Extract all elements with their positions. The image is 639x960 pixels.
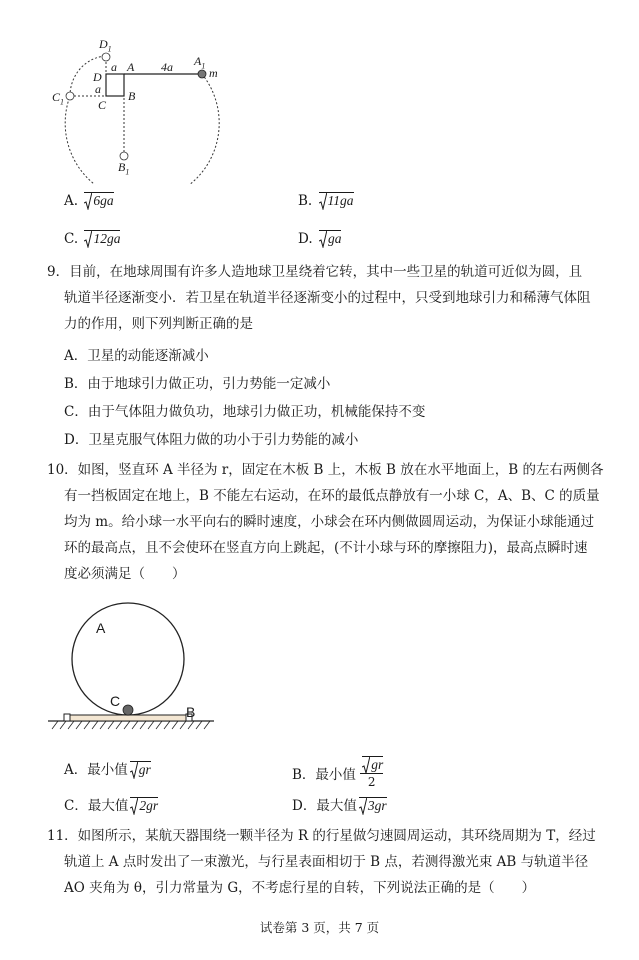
q10-line-1: 10．如图，竖直环 A 半径为 r，固定在木板 B 上，木板 B 放在水平地面上，B 的左右两侧各	[47, 462, 604, 478]
q10-line-4: 环的最高点，且不会使环在竖直方向上跳起，(不计小球与环的摩擦阻力)，最高点瞬时速	[64, 540, 588, 556]
q11-line-1: 11．如图所示，某航天器围绕一颗半径为 R 的行星做匀速圆周运动，其环绕周期为 T，经过	[47, 828, 596, 844]
sqrt-11ga: 11ga	[319, 192, 354, 209]
q9-option-a: A．卫星的动能逐渐减小	[64, 348, 209, 364]
q10-line-2: 有一挡板固定在地上，B 不能左右运动，在环的最低点静放有一小球 C，A、B、C 的质量	[64, 488, 600, 504]
sqrt-2gr: 2gr	[130, 797, 158, 814]
q9-line-1: 9．目前，在地球周围有许多人造地球卫星绕着它转，其中一些卫星的轨道可近似为圆，且	[47, 264, 583, 280]
fraction-denominator: 2	[360, 773, 383, 790]
sqrt-gr-over-2: gr	[362, 756, 383, 773]
sqrt-gr: gr	[130, 761, 151, 778]
label-C: C	[98, 98, 107, 112]
figure-ring-on-board	[44, 595, 224, 735]
label-A: A	[127, 60, 135, 74]
label-a-side: a	[95, 82, 101, 96]
label-B1: $B_1$	[118, 160, 130, 177]
q8-option-b: B. 11ga	[298, 193, 354, 209]
sqrt-3gr: 3gr	[359, 797, 387, 814]
q8-option-c: C. 12ga	[64, 231, 121, 247]
q10-option-c: C．最大值 2gr	[64, 798, 159, 814]
q11-line-3: AO 夹角为 θ，引力常量为 G，不考虑行星的自转，下列说法正确的是（ ）	[64, 880, 536, 896]
q9-line-2: 轨道半径逐渐变小．若卫星在轨道半径逐渐变小的过程中，只受到地球引力和稀薄气体阻	[64, 290, 591, 306]
q11-line-2: 轨道上 A 点时发出了一束激光，与行星表面相切于 B 点，若测得激光束 AB 与轨道半径	[64, 854, 589, 870]
q10-line-3: 均为 m。给小球一水平向右的瞬时速度，小球会在环内侧做圆周运动，为保证小球能通过	[64, 514, 595, 530]
sqrt-ga: ga	[319, 230, 342, 247]
ball-label-C: C	[110, 693, 121, 709]
label-m: m	[209, 66, 218, 80]
q8-option-a: A. 6ga	[64, 193, 114, 209]
figure-circle-pendulum	[40, 34, 240, 184]
q10-option-a: A．最小值 gr	[64, 762, 151, 778]
q9-option-d: D．卫星克服气体阻力做的功小于引力势能的减小	[64, 432, 359, 448]
q10-line-5: 度必须满足（ ）	[64, 566, 186, 582]
q8-option-d: D. ga	[298, 231, 342, 247]
q10-option-d: D．最大值 3gr	[292, 798, 387, 814]
q9-line-3: 力的作用，则下列判断正确的是	[64, 316, 253, 332]
q9-option-b: B．由于地球引力做正功，引力势能一定减小	[64, 376, 331, 392]
label-A1: $A_1$	[194, 54, 206, 71]
sqrt-12ga: 12ga	[84, 230, 120, 247]
label-C1: $C_1$	[52, 90, 65, 107]
q10-option-b: B．最小值 $\frac{gr}{2}$	[292, 757, 384, 789]
label-D: D	[93, 70, 102, 84]
page-footer: 试卷第 3 页，共 7 页	[259, 920, 380, 935]
ring-label-A: A	[96, 620, 106, 636]
board-label-B: B	[186, 704, 196, 720]
q9-option-c: C．由于气体阻力做负功，地球引力做正功，机械能保持不变	[64, 404, 426, 420]
label-4a: 4a	[161, 60, 173, 74]
label-a-top: a	[111, 60, 117, 74]
sqrt-6ga: 6ga	[84, 192, 113, 209]
label-B: B	[128, 89, 136, 103]
label-D1: $D_1$	[99, 37, 112, 54]
